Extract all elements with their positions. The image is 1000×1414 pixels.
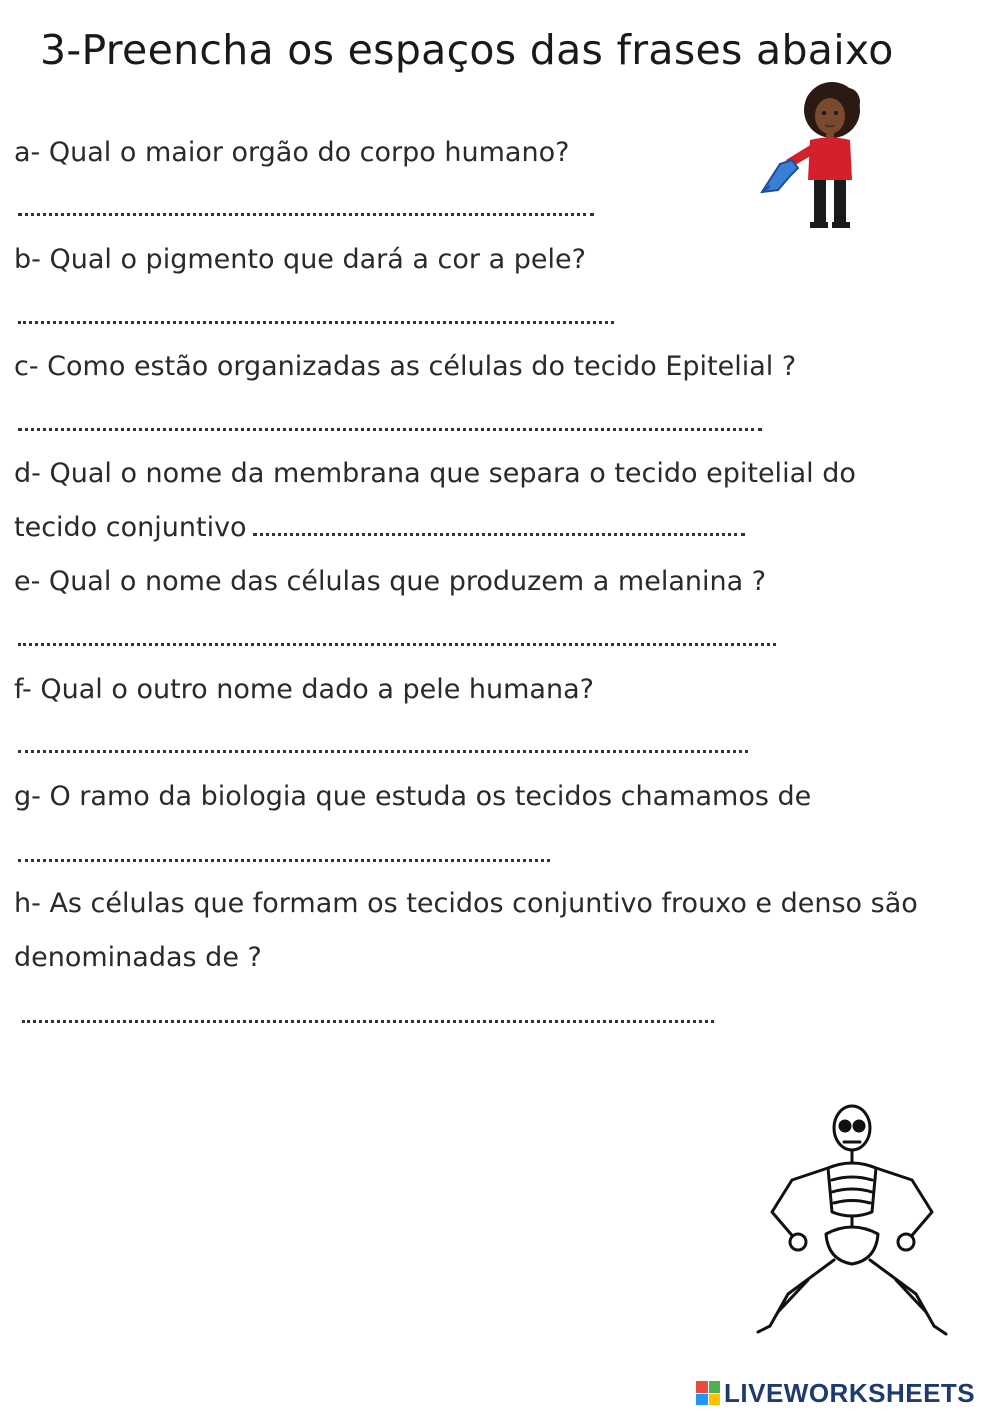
answer-blank-e[interactable] xyxy=(18,643,776,646)
logo-square-4 xyxy=(709,1394,721,1406)
answer-blank-a[interactable] xyxy=(18,213,594,216)
answer-blank-g[interactable] xyxy=(18,859,550,862)
question-e: e- Qual o nome das células que produzem a melanina ? xyxy=(14,566,767,597)
answer-blank-b[interactable] xyxy=(18,321,614,324)
question-d-continued xyxy=(14,512,745,543)
question-d-line2: tecido conjuntivo xyxy=(14,512,247,543)
girl-pointing-icon xyxy=(758,80,870,230)
logo-square-1 xyxy=(696,1381,708,1393)
answer-blank-f[interactable] xyxy=(18,750,748,753)
question-f: f- Qual o outro nome dado a pele humana? xyxy=(14,674,594,705)
answer-blank-d[interactable] xyxy=(253,533,745,536)
answer-blank-h[interactable] xyxy=(22,1020,714,1023)
skeleton-icon xyxy=(748,1102,956,1358)
liveworksheets-logo xyxy=(696,1377,976,1408)
logo-mark-icon xyxy=(696,1381,720,1405)
question-h-continued: denominadas de ? xyxy=(14,942,262,973)
question-b: b- Qual o pigmento que dará a cor a pele? xyxy=(14,244,586,275)
logo-square-3 xyxy=(696,1394,708,1406)
answer-blank-c[interactable] xyxy=(18,428,762,431)
question-a: a- Qual o maior orgão do corpo humano? xyxy=(14,137,570,168)
page-title: 3-Preencha os espaços das frases abaixo xyxy=(40,26,894,74)
question-c: c- Como estão organizadas as células do tecido Epitelial ? xyxy=(14,351,797,382)
question-h: h- As células que formam os tecidos conjuntivo frouxo e denso são xyxy=(14,888,918,919)
logo-text: LIVEWORKSHEETS xyxy=(724,1377,976,1408)
question-d: d- Qual o nome da membrana que separa o tecido epitelial do xyxy=(14,458,856,489)
question-g: g- O ramo da biologia que estuda os tecidos chamamos de xyxy=(14,781,812,812)
logo-square-2 xyxy=(709,1381,721,1393)
